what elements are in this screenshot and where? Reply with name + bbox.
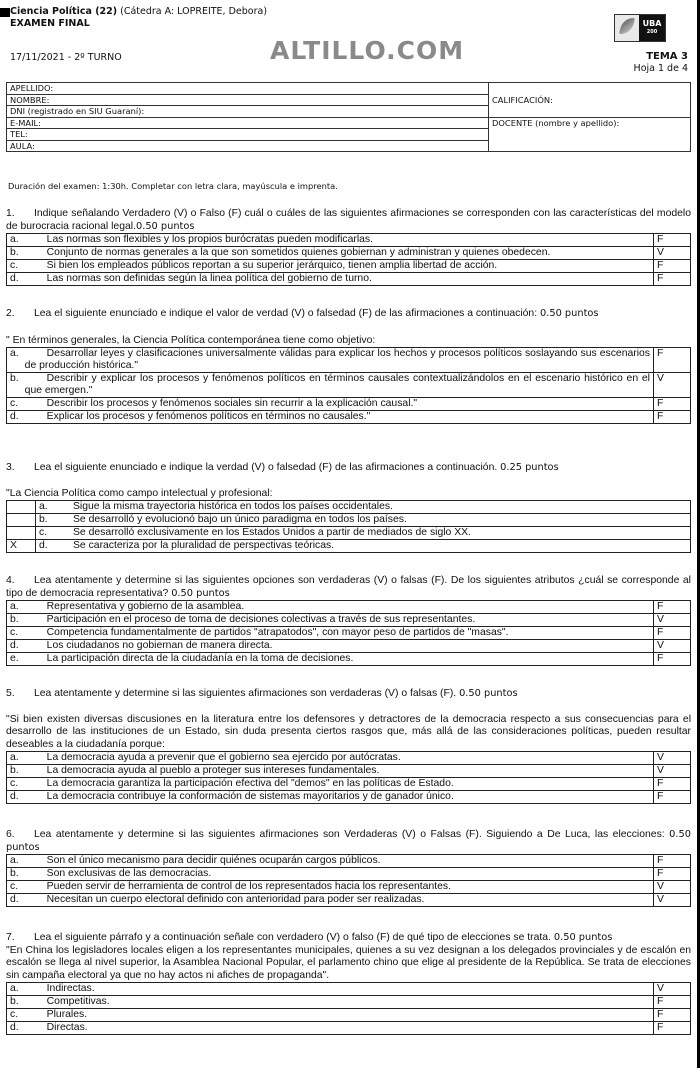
option-letter: b. — [7, 996, 22, 1009]
option-text: La democracia ayuda al pueblo a proteger sus intereses fundamentales. — [46, 765, 380, 776]
option-text: Plurales. — [46, 1009, 88, 1020]
answer-row — [7, 601, 691, 614]
answer-cell[interactable]: F — [654, 411, 691, 424]
answer-cell[interactable]: F — [654, 778, 691, 791]
answer-row — [7, 1009, 691, 1022]
answer-cell[interactable]: V — [654, 983, 691, 996]
answer-table — [6, 982, 691, 1035]
option-letter: a. — [7, 752, 22, 765]
option-text: Indirectas. — [46, 983, 95, 994]
answer-row — [7, 411, 691, 424]
question-number: 2. — [6, 308, 15, 319]
answer-row — [7, 501, 691, 514]
question-intro: " En términos generales, la Ciencia Política contemporánea tiene como objetivo: — [6, 334, 376, 346]
answer-cell[interactable]: V — [654, 881, 691, 894]
answer-table — [6, 500, 691, 553]
question-points: 0.50 puntos — [540, 308, 599, 319]
field-email[interactable]: E-MAIL: — [7, 117, 489, 129]
answer-row — [7, 653, 691, 666]
answer-row — [7, 996, 691, 1009]
answer-cell[interactable]: X — [7, 540, 36, 553]
option-text: Desarrollar leyes y clasificaciones universalmente válidas para explicar los hechos y procesos políticos soslayando sus escenarios de producción histórica." — [24, 348, 650, 371]
answer-row — [7, 273, 691, 286]
answer-row — [7, 348, 691, 373]
question-intro: "La Ciencia Política como campo intelectual y profesional: — [6, 487, 273, 499]
option-letter: b. — [7, 765, 22, 778]
question-number: 6. — [6, 829, 15, 840]
question-points: 0.50 puntos — [553, 932, 613, 943]
answer-row — [7, 514, 691, 527]
option-text: Son exclusivas de las democracias. — [46, 868, 212, 879]
field-docente[interactable]: DOCENTE (nombre y apellido): — [489, 117, 691, 152]
answer-table — [6, 233, 691, 286]
answer-cell[interactable]: F — [654, 868, 691, 881]
option-letter: d. — [7, 894, 22, 907]
option-letter: b. — [7, 868, 22, 881]
option-letter: b. — [7, 247, 22, 260]
answer-cell[interactable]: F — [654, 1022, 691, 1035]
option-text: Describir los procesos y fenómenos sociales sin recurrir a la explicación causal." — [46, 398, 418, 409]
option-text: Son el único mecanismo para decidir quiénes ocuparán cargos públicos. — [46, 855, 381, 866]
answer-cell[interactable]: F — [654, 348, 691, 373]
option-letter: b. — [36, 514, 63, 527]
answer-cell[interactable]: F — [654, 273, 691, 286]
answer-row — [7, 398, 691, 411]
option-letter: e. — [7, 653, 22, 666]
answer-cell[interactable]: F — [654, 791, 691, 804]
option-text: Si bien los empleados públicos reportan a su superior jerárquico, tienen amplia libertad de acción. — [46, 260, 498, 271]
option-text: Se desarrolló exclusivamente en los Estados Unidos a partir de mediados de siglo XX. — [73, 527, 471, 538]
question-7 — [6, 932, 691, 1035]
option-letter: d. — [7, 411, 22, 424]
question-text: Lea atentamente y determine si las siguientes afirmaciones son verdaderas (V) o falsas (F). — [34, 688, 457, 699]
answer-row — [7, 247, 691, 260]
answer-row — [7, 373, 691, 398]
answer-row — [7, 614, 691, 627]
answer-cell[interactable] — [7, 501, 36, 514]
option-letter: c. — [7, 627, 22, 640]
field-tel[interactable]: TEL: — [7, 129, 489, 141]
answer-cell[interactable]: F — [654, 234, 691, 247]
uba-logo-icon — [614, 14, 666, 42]
answer-row — [7, 881, 691, 894]
answer-cell[interactable]: F — [654, 260, 691, 273]
question-number: 1. — [6, 208, 15, 219]
field-nombre[interactable]: NOMBRE: — [7, 94, 489, 106]
field-calificacion[interactable]: CALIFICACIÓN: — [489, 83, 691, 118]
answer-cell[interactable]: F — [654, 1009, 691, 1022]
option-text: Las normas son definidas según la linea política del gobierno de turno. — [46, 273, 372, 284]
answer-cell[interactable]: V — [654, 894, 691, 907]
watermark-brand: ALTILLO.COM — [270, 36, 465, 65]
answer-cell[interactable]: F — [654, 627, 691, 640]
course-chair: (Cátedra A: LOPREITE, Debora) — [120, 6, 268, 17]
question-points: 0.50 puntos — [459, 688, 518, 699]
option-letter: d. — [7, 640, 22, 653]
option-letter: d. — [36, 540, 63, 553]
option-letter: c. — [7, 778, 22, 791]
exam-date: 17/11/2021 - 2º TURNO — [10, 52, 122, 63]
field-aula[interactable]: AULA: — [7, 140, 489, 152]
option-letter: a. — [36, 501, 63, 514]
option-text: Pueden servir de herramienta de control de los representados hacia los representantes. — [46, 881, 451, 892]
answer-cell[interactable]: F — [654, 601, 691, 614]
course-name: Ciencia Política (22) — [10, 6, 118, 17]
logo-subtext: 200 — [646, 29, 658, 35]
answer-cell[interactable]: V — [654, 640, 691, 653]
answer-row — [7, 640, 691, 653]
option-text: Explicar los procesos y fenómenos políticos en términos no causales." — [46, 411, 371, 422]
question-text: Lea atentamente y determine si las siguientes opciones son verdaderas (V) o falsas (F). De los siguientes atributos ¿cuál se corresponde al tipo de democracia representativa? — [6, 575, 691, 599]
answer-row — [7, 1022, 691, 1035]
option-text: Se desarrolló y evolucionó bajo un único paradigma en todos los países. — [73, 514, 407, 525]
field-dni[interactable]: DNI (registrado en SIU Guaraní): — [7, 106, 489, 118]
option-text: Conjunto de normas generales a la que son sometidos quienes gobiernan y administran y quienes obedecen. — [46, 247, 551, 258]
option-letter: a. — [7, 855, 22, 868]
answer-table — [6, 854, 691, 907]
question-6 — [6, 829, 691, 907]
exam-instructions: Duración del examen: 1:30h. Completar con letra clara, mayúscula e imprenta. — [8, 181, 338, 191]
student-info-form — [6, 82, 691, 152]
answer-row — [7, 752, 691, 765]
question-intro: "En China los legisladores locales eligen a los representantes municipales, quienes a su vez designan a los delegados provinciales y de escalón en escalón se llega al nivel superior, la Asamblea Nacional Popular, el parlamento chino que elige al presidente de la República. Se trata de elecciones sin campaña electoral ya que no hay actos ni afiches de propaganda". — [6, 944, 691, 981]
answer-cell[interactable]: F — [654, 855, 691, 868]
option-letter: a. — [7, 983, 22, 996]
answer-row — [7, 260, 691, 273]
option-letter: c. — [7, 260, 22, 273]
answer-cell[interactable]: V — [654, 247, 691, 260]
option-text: Sigue la misma trayectoria histórica en todos los países occidentales. — [73, 501, 393, 512]
option-letter: b. — [7, 373, 22, 398]
answer-table — [6, 347, 691, 424]
answer-cell[interactable]: V — [654, 752, 691, 765]
answer-table — [6, 751, 691, 804]
option-text: Directas. — [46, 1022, 88, 1033]
answer-row — [7, 868, 691, 881]
uba-emblem-icon — [615, 15, 639, 41]
question-5 — [6, 688, 691, 804]
option-letter: c. — [36, 527, 63, 540]
page-indicator: Hoja 1 de 4 — [633, 63, 688, 74]
question-text: Lea el siguiente enunciado e indique la verdad (V) o falsedad (F) de las afirmaciones a continuación. — [34, 462, 498, 473]
answer-cell[interactable] — [7, 527, 36, 540]
answer-cell[interactable]: F — [654, 653, 691, 666]
option-letter: a. — [7, 601, 22, 614]
answer-cell[interactable]: V — [654, 765, 691, 778]
question-3 — [6, 462, 691, 553]
exam-type: EXAMEN FINAL — [10, 18, 90, 29]
option-text: La participación directa de la ciudadanía en la toma de decisiones. — [46, 653, 354, 664]
option-text: Los ciudadanos no gobiernan de manera directa. — [46, 640, 273, 651]
option-letter: b. — [7, 614, 22, 627]
option-letter: a. — [7, 348, 22, 373]
exam-header — [0, 0, 700, 80]
tema-label: TEMA 3 — [646, 51, 688, 62]
option-text: La democracia contribuye la conformación de sistemas mayoritarios y de ganador único. — [46, 791, 454, 802]
answer-row — [7, 791, 691, 804]
answer-row — [7, 894, 691, 907]
answer-row — [7, 778, 691, 791]
option-letter: c. — [7, 881, 22, 894]
answer-row — [7, 765, 691, 778]
answer-row — [7, 855, 691, 868]
question-points: 0.50 puntos — [135, 220, 195, 232]
answer-cell[interactable]: V — [654, 373, 691, 398]
question-points: 0.50 puntos — [171, 587, 230, 599]
option-text: La democracia ayuda a prevenir que el gobierno sea ejercido por autócratas. — [46, 752, 401, 763]
logo-text: UBA — [642, 19, 662, 28]
question-1 — [6, 208, 691, 286]
question-text: Lea el siguiente enunciado e indique el valor de verdad (V) o falsedad (F) de las afirmaciones a continuación: — [34, 308, 538, 319]
question-number: 3. — [6, 462, 15, 473]
option-text: Participación en el proceso de toma de decisiones colectivas a través de sus representantes. — [46, 614, 476, 625]
course-title — [10, 6, 267, 18]
option-text: Competitivas. — [46, 996, 110, 1007]
option-letter: c. — [7, 398, 22, 411]
answer-cell[interactable]: F — [654, 398, 691, 411]
option-letter: c. — [7, 1009, 22, 1022]
answer-row — [7, 627, 691, 640]
question-text: Indique señalando Verdadero (V) o Falso (F) cuál o cuáles de las siguientes afirmaciones se corresponden con las características del modelo de burocracia racional legal. — [6, 208, 691, 232]
option-text: Necesitan un cuerpo electoral definido con anterioridad para poder ser realizadas. — [46, 894, 425, 905]
question-number: 7. — [6, 932, 15, 943]
question-intro: "Si bien existen diversas discusiones en la literatura entre los defensores y detractores de la democracia respecto a sus consecuencias para el desarrollo de las instituciones de un Estado, sin duda presenta ciertos rasgos que, más allá de las consideraciones políticas, pueden resultar deseables a la ciudadanía porque: — [6, 713, 691, 750]
answer-cell[interactable] — [7, 514, 36, 527]
question-text: Lea el siguiente párrafo y a continuación señale con verdadero (V) o falso (F) de qué tipo de elecciones se trata. — [34, 932, 551, 943]
question-points: 0.50 puntos — [6, 829, 691, 853]
option-text: Se caracteriza por la pluralidad de perspectivas teóricas. — [73, 540, 335, 551]
answer-cell[interactable]: V — [654, 614, 691, 627]
header-marker — [0, 8, 10, 17]
answer-row — [7, 983, 691, 996]
question-4 — [6, 575, 691, 666]
answer-table — [6, 600, 691, 666]
field-apellido[interactable]: APELLIDO: — [7, 83, 489, 95]
question-number: 5. — [6, 688, 15, 699]
question-points: 0.25 puntos — [500, 462, 559, 473]
option-text: Describir y explicar los procesos y fenómenos políticos en términos causales contextualizándolos en el escenario histórico en el que emergen." — [24, 373, 650, 396]
answer-row — [7, 527, 691, 540]
option-text: La democracia garantiza la participación efectiva del "demos" en las políticas de Estado. — [46, 778, 454, 789]
option-letter: d. — [7, 791, 22, 804]
answer-cell[interactable]: F — [654, 996, 691, 1009]
question-2 — [6, 308, 691, 424]
question-number: 4. — [6, 575, 15, 586]
option-text: Representativa y gobierno de la asamblea. — [46, 601, 245, 612]
option-letter: d. — [7, 273, 22, 286]
option-text: Competencia fundamentalmente de partidos "atrapatodos", con mayor peso de partidos de "masas". — [46, 627, 509, 638]
option-text: Las normas son flexibles y los propios burócratas pueden modificarlas. — [46, 234, 373, 245]
option-letter: d. — [7, 1022, 22, 1035]
option-letter: a. — [7, 234, 22, 247]
answer-row — [7, 234, 691, 247]
question-text: Lea atentamente y determine si las siguientes afirmaciones son Verdaderas (V) o Falsas (F). Siguiendo a De Luca, las elecciones: — [34, 829, 665, 840]
answer-row — [7, 540, 691, 553]
